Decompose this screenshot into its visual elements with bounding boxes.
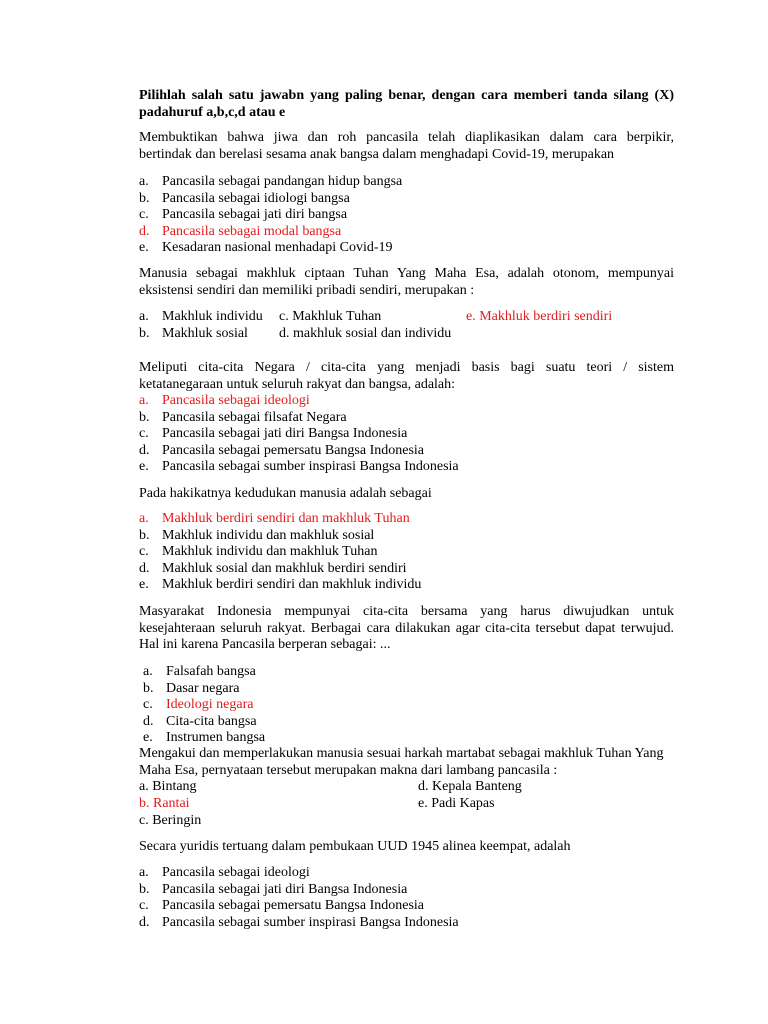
option-key: b. <box>139 881 150 897</box>
option-b-text[interactable]: Makhluk sosial <box>162 326 248 341</box>
option-text: Pancasila sebagai ideologi <box>162 865 310 880</box>
option-text: Makhluk sosial dan makhluk berdiri sendiri <box>162 560 407 576</box>
question-7 <box>139 839 674 856</box>
option-b[interactable] <box>143 681 678 698</box>
option-key: a. <box>143 664 153 679</box>
question-5-options <box>143 664 678 747</box>
option-key: c. <box>139 898 149 913</box>
option-text: Ideologi negara <box>166 697 254 712</box>
question-text-line: Manusia sebagai makhluk ciptaan Tuhan Yang Maha Esa, adalah otonom, mempunyai <box>139 266 674 281</box>
option-text: Falsafah bangsa <box>166 664 256 679</box>
option-d[interactable] <box>139 915 674 932</box>
option-c[interactable] <box>139 426 674 443</box>
option-text: Makhluk berdiri sendiri dan makhluk Tuhan <box>162 511 410 526</box>
question-7-options <box>139 865 674 931</box>
option-text: Pancasila sebagai ideologi <box>162 393 310 408</box>
question-text-line: Maha Esa, pernyataan tersebut merupakan makna dari lambang pancasila : <box>139 762 558 778</box>
option-c[interactable] <box>139 898 674 915</box>
option-d-text[interactable]: d. makhluk sosial dan individu <box>279 326 452 341</box>
option-text: Makhluk individu dan makhluk Tuhan <box>162 544 378 559</box>
option-key: e. <box>139 577 149 592</box>
option-e[interactable] <box>139 577 674 594</box>
option-c[interactable]: c. Beringin <box>139 813 202 828</box>
option-c[interactable] <box>139 544 674 561</box>
option-b[interactable] <box>139 410 674 427</box>
question-text-line: eksistensi sendiri dan memiliki pribadi sendiri, merupakan : <box>139 282 475 298</box>
option-a[interactable] <box>139 174 674 191</box>
option-text: Pancasila sebagai jati diri Bangsa Indonesia <box>162 881 408 897</box>
option-a[interactable] <box>143 664 678 681</box>
instruction <box>139 88 674 121</box>
question-3 <box>139 360 674 476</box>
option-key: c. <box>139 426 149 441</box>
question-text-line: Meliputi cita-cita Negara / cita-cita yang menjadi basis bagi suatu teori / sistem <box>139 360 674 375</box>
option-key: d. <box>139 223 150 239</box>
option-key: e. <box>139 240 149 255</box>
option-text: Dasar negara <box>166 680 240 696</box>
option-text: Makhluk individu dan makhluk sosial <box>162 527 375 543</box>
question-text-line: Mengakui dan memperlakukan manusia sesuai harkah martabat sebagai makhluk Tuhan Yang <box>139 746 664 761</box>
option-text: Pancasila sebagai pemersatu Bangsa Indonesia <box>162 442 425 458</box>
option-key: c. <box>143 697 153 712</box>
option-text: Pancasila sebagai jati diri bangsa <box>162 207 348 222</box>
question-text-line: bertindak dan berelasi sesama anak bangsa dalam menghadapi Covid-19, merupakan <box>139 146 615 162</box>
question-5 <box>139 604 674 654</box>
question-1-options <box>139 174 674 257</box>
question-text-line: ketatanegaraan untuk seluruh rakyat dan bangsa, adalah: <box>139 376 456 392</box>
option-b-key: b. <box>139 326 150 341</box>
option-e[interactable] <box>143 730 678 747</box>
option-d-answer[interactable] <box>139 224 674 241</box>
question-text-line: Hal ini karena Pancasila berperan sebagai: ... <box>139 637 391 652</box>
option-text: Makhluk berdiri sendiri dan makhluk individu <box>162 577 422 592</box>
question-1 <box>139 130 674 163</box>
option-d[interactable] <box>139 443 674 460</box>
option-key: b. <box>143 680 154 696</box>
option-text: Pancasila sebagai filsafat Negara <box>162 409 347 425</box>
option-key: c. <box>139 207 149 222</box>
instruction-line-1: Pilihlah salah satu jawabn yang paling benar, dengan cara memberi tanda silang (X) <box>139 88 674 103</box>
option-d[interactable]: d. Kepala Banteng <box>418 779 522 794</box>
option-e-answer[interactable]: e. Makhluk berdiri sendiri <box>466 309 613 324</box>
question-4 <box>139 486 674 503</box>
option-key: a. <box>139 174 149 189</box>
option-e[interactable] <box>139 459 674 476</box>
option-b[interactable] <box>139 882 674 899</box>
option-text: Pancasila sebagai sumber inspirasi Bangsa Indonesia <box>162 914 459 930</box>
option-text: Pancasila sebagai sumber inspirasi Bangsa Indonesia <box>162 459 459 474</box>
option-key: e. <box>143 730 153 745</box>
option-key: a. <box>139 511 149 526</box>
option-a-text[interactable]: Makhluk individu <box>162 309 263 324</box>
option-a-key: a. <box>139 309 149 324</box>
question-text-line: Masyarakat Indonesia mempunyai cita-cita bersama yang harus diwujudkan untuk <box>139 604 674 619</box>
question-4-options <box>139 511 674 594</box>
instruction-line-2: padahuruf a,b,c,d atau e <box>139 104 286 120</box>
option-d[interactable] <box>139 561 674 578</box>
option-e[interactable]: e. Padi Kapas <box>418 796 495 811</box>
option-text: Pancasila sebagai jati diri Bangsa Indonesia <box>162 426 408 441</box>
option-text: Pancasila sebagai modal bangsa <box>162 223 342 239</box>
option-text: Pancasila sebagai pandangan hidup bangsa <box>162 174 403 189</box>
option-key: a. <box>139 865 149 880</box>
option-key: c. <box>139 544 149 559</box>
option-text: Pancasila sebagai pemersatu Bangsa Indonesia <box>162 898 425 913</box>
option-a[interactable]: a. Bintang <box>139 779 197 794</box>
option-text: Kesadaran nasional menhadapi Covid-19 <box>162 240 393 255</box>
question-text-line: Pada hakikatnya kedudukan manusia adalah sebagai <box>139 486 432 501</box>
option-key: b. <box>139 190 150 206</box>
option-d[interactable] <box>143 714 678 731</box>
option-b[interactable] <box>139 191 674 208</box>
option-b-answer[interactable]: b. Rantai <box>139 796 190 811</box>
option-c-text[interactable]: c. Makhluk Tuhan <box>279 309 382 324</box>
option-b[interactable] <box>139 528 674 545</box>
option-a[interactable] <box>139 865 674 882</box>
option-a-answer[interactable] <box>139 511 674 528</box>
option-text: Cita-cita bangsa <box>166 713 257 729</box>
question-6 <box>139 746 679 779</box>
option-a-answer[interactable] <box>139 393 674 410</box>
option-key: e. <box>139 459 149 474</box>
option-key: a. <box>139 393 149 408</box>
question-text-line: Secara yuridis tertuang dalam pembukaan UUD 1945 alinea keempat, adalah <box>139 839 571 854</box>
option-key: d. <box>139 442 150 458</box>
option-c[interactable] <box>139 207 674 224</box>
option-key: b. <box>139 527 150 543</box>
option-text: Instrumen bangsa <box>166 730 266 745</box>
question-text-line: kesejahteraan seluruh rakyat. Berbagai cara dilakukan agar cita-cita tersebut dapat terwujud. <box>139 620 674 636</box>
option-key: d. <box>143 713 154 729</box>
question-2 <box>139 266 674 299</box>
option-c-answer[interactable] <box>143 697 678 714</box>
option-text: Pancasila sebagai idiologi bangsa <box>162 190 350 206</box>
option-e[interactable] <box>139 240 674 257</box>
option-key: d. <box>139 560 150 576</box>
option-key: d. <box>139 914 150 930</box>
question-text-line: Membuktikan bahwa jiwa dan roh pancasila telah diaplikasikan dalam cara berpikir, <box>139 130 674 145</box>
option-key: b. <box>139 409 150 425</box>
